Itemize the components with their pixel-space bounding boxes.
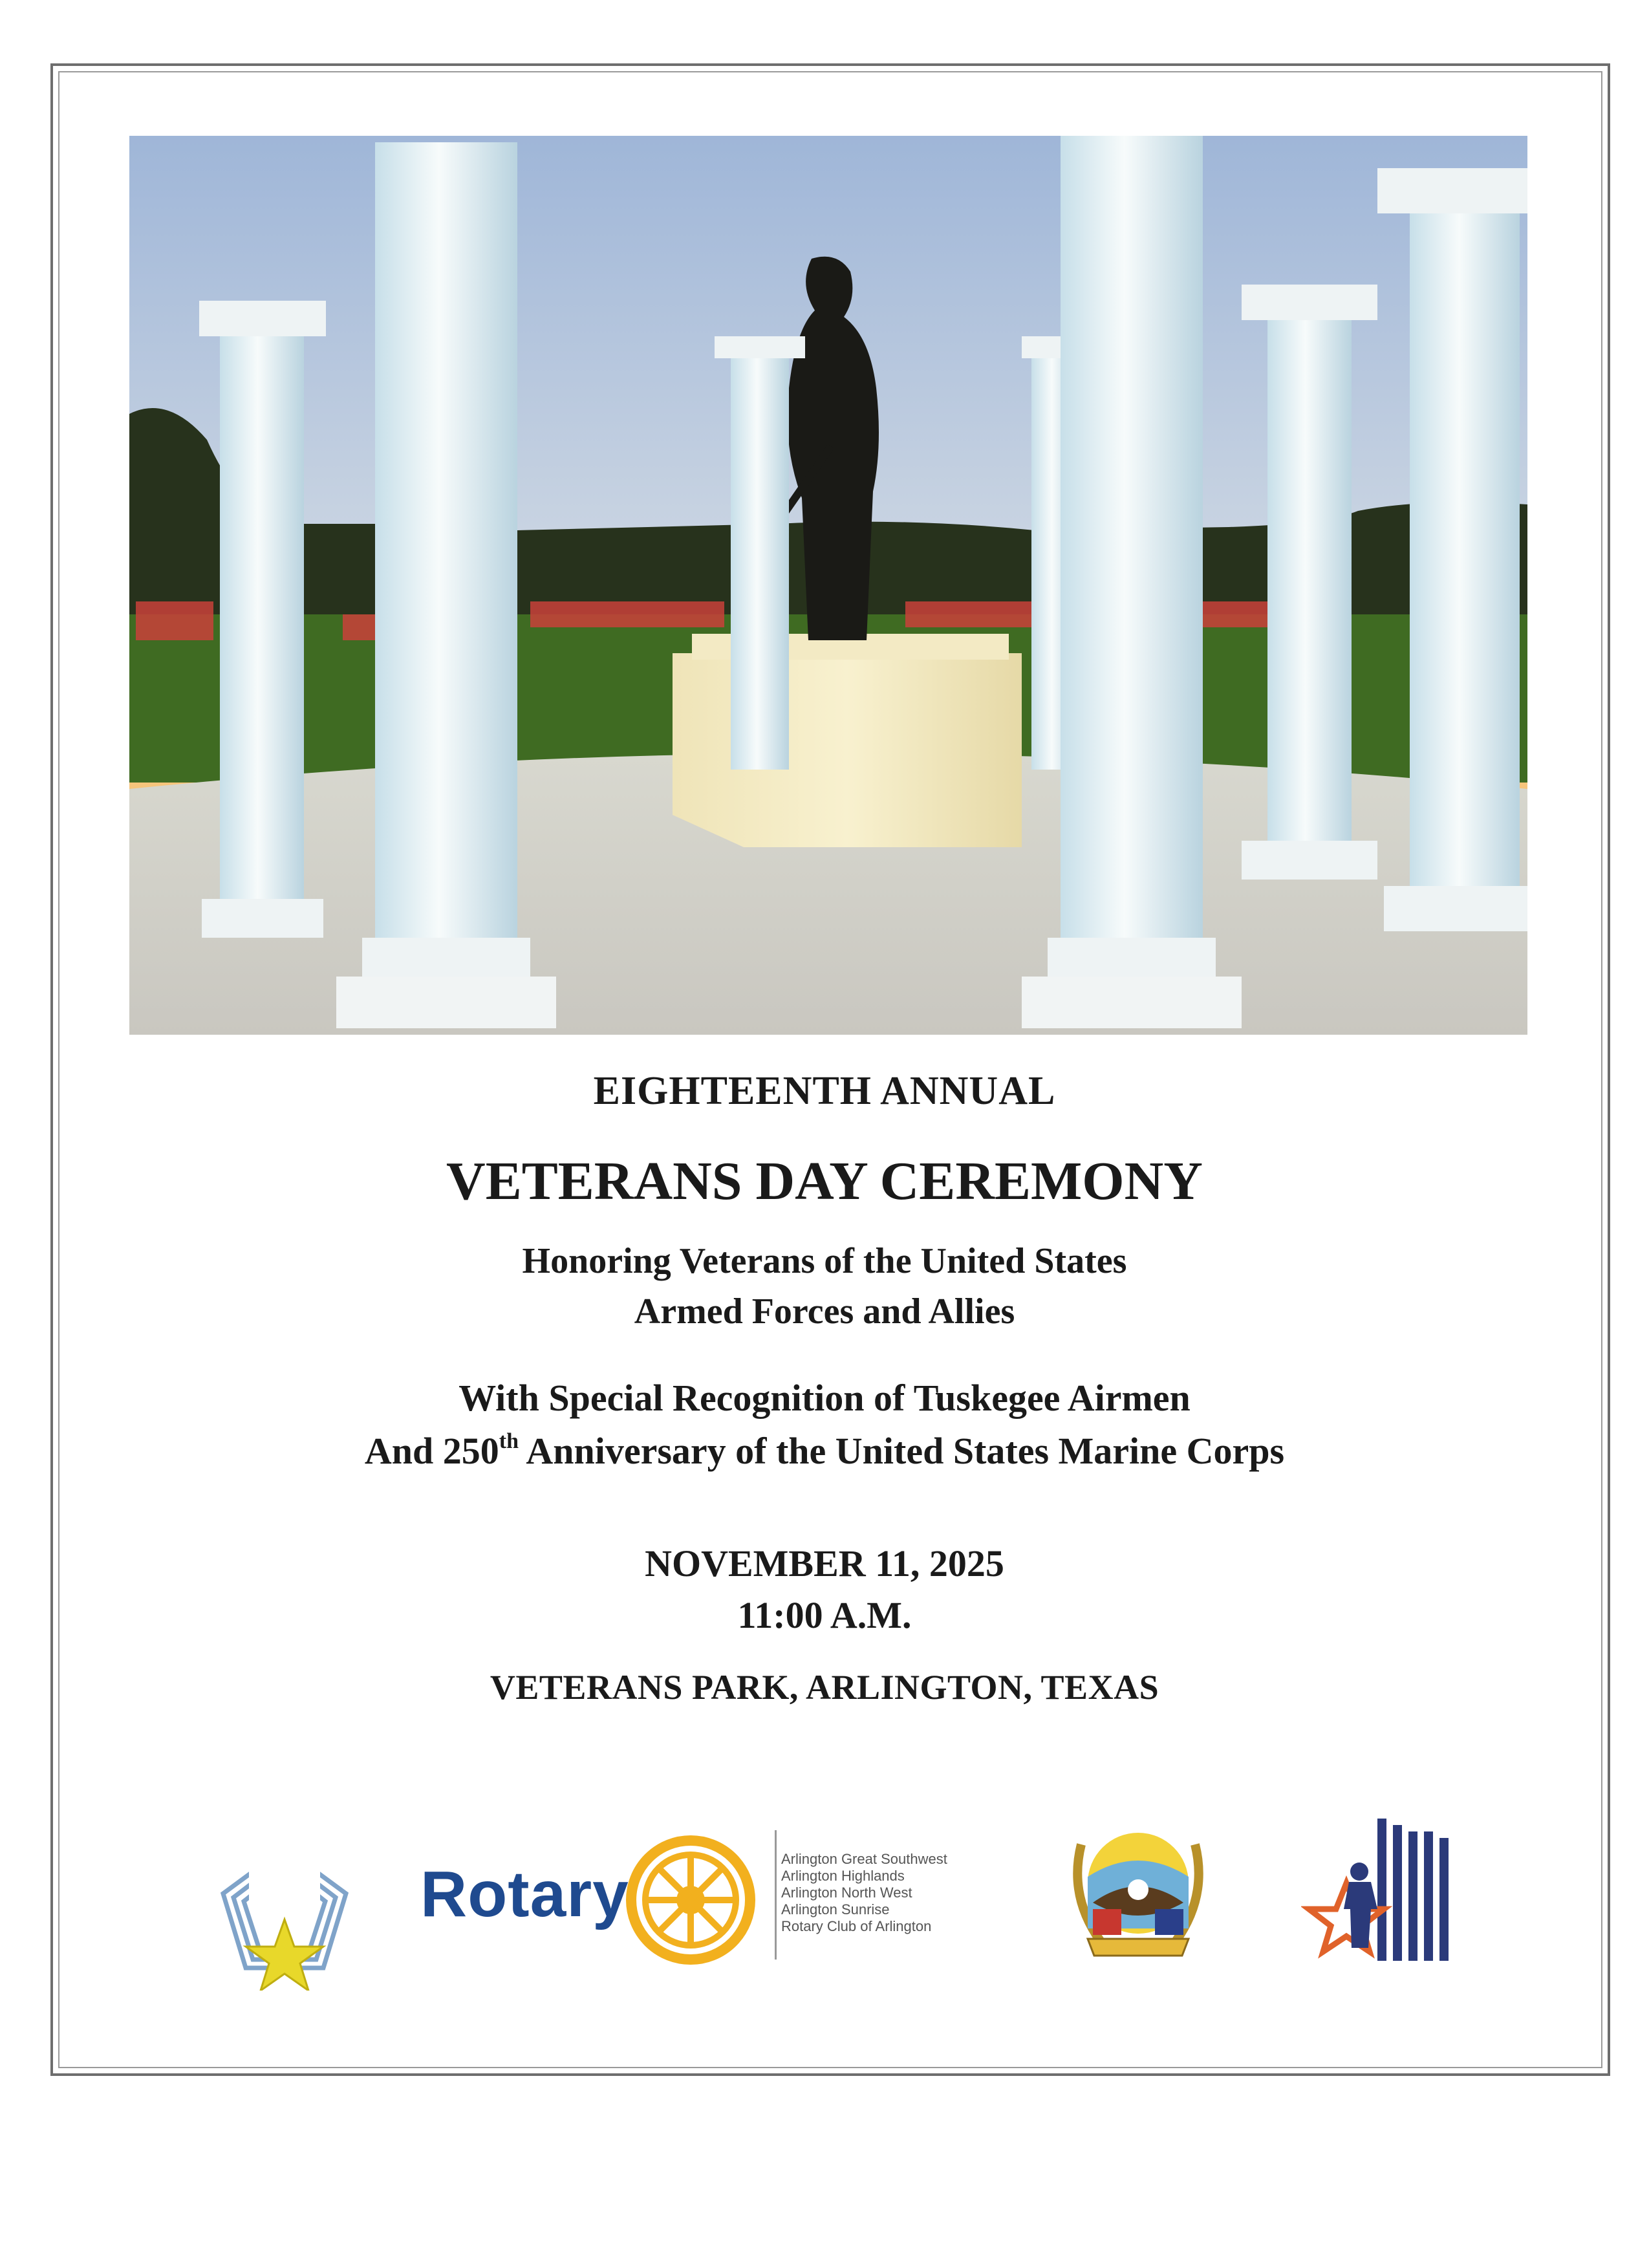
- rotary-club-list: [781, 1851, 947, 1935]
- rotary-divider: [775, 1830, 777, 1960]
- club-item: Arlington North West: [781, 1885, 912, 1901]
- medal-star-logo: [210, 1842, 359, 1991]
- event-time: 11:00 A.M.: [737, 1594, 912, 1636]
- ordinal-suffix: th: [499, 1429, 519, 1453]
- club-item: Arlington Great Southwest: [781, 1851, 947, 1867]
- soldier-flag-logo: [1301, 1819, 1456, 1974]
- eagle-seal-logo: [1062, 1819, 1214, 1967]
- rotary-wheel-logo: [626, 1835, 755, 1965]
- event-date: NOVEMBER 11, 2025: [645, 1542, 1004, 1584]
- honoring-line-1: Honoring Veterans of the United States: [522, 1241, 1127, 1281]
- club-item: Rotary Club of Arlington: [781, 1918, 932, 1934]
- memorial-photo: [129, 136, 1527, 1035]
- club-item: Arlington Sunrise: [781, 1901, 890, 1917]
- event-location: VETERANS PARK, ARLINGTON, TEXAS: [490, 1668, 1159, 1707]
- rotary-wordmark: Rotary: [420, 1858, 629, 1930]
- recognition-line-2: [0, 1429, 1649, 1473]
- event-title: VETERANS DAY CEREMONY: [446, 1151, 1203, 1211]
- club-item: Arlington Highlands: [781, 1868, 905, 1884]
- honoring-line-2: Armed Forces and Allies: [634, 1291, 1015, 1332]
- recognition-line-1: With Special Recognition of Tuskegee Airmen: [458, 1377, 1191, 1419]
- recognition-suffix: Anniversary of the United States Marine Corps: [519, 1430, 1285, 1472]
- event-edition: EIGHTEENTH ANNUAL: [593, 1069, 1056, 1113]
- recognition-prefix: And 250: [364, 1430, 499, 1472]
